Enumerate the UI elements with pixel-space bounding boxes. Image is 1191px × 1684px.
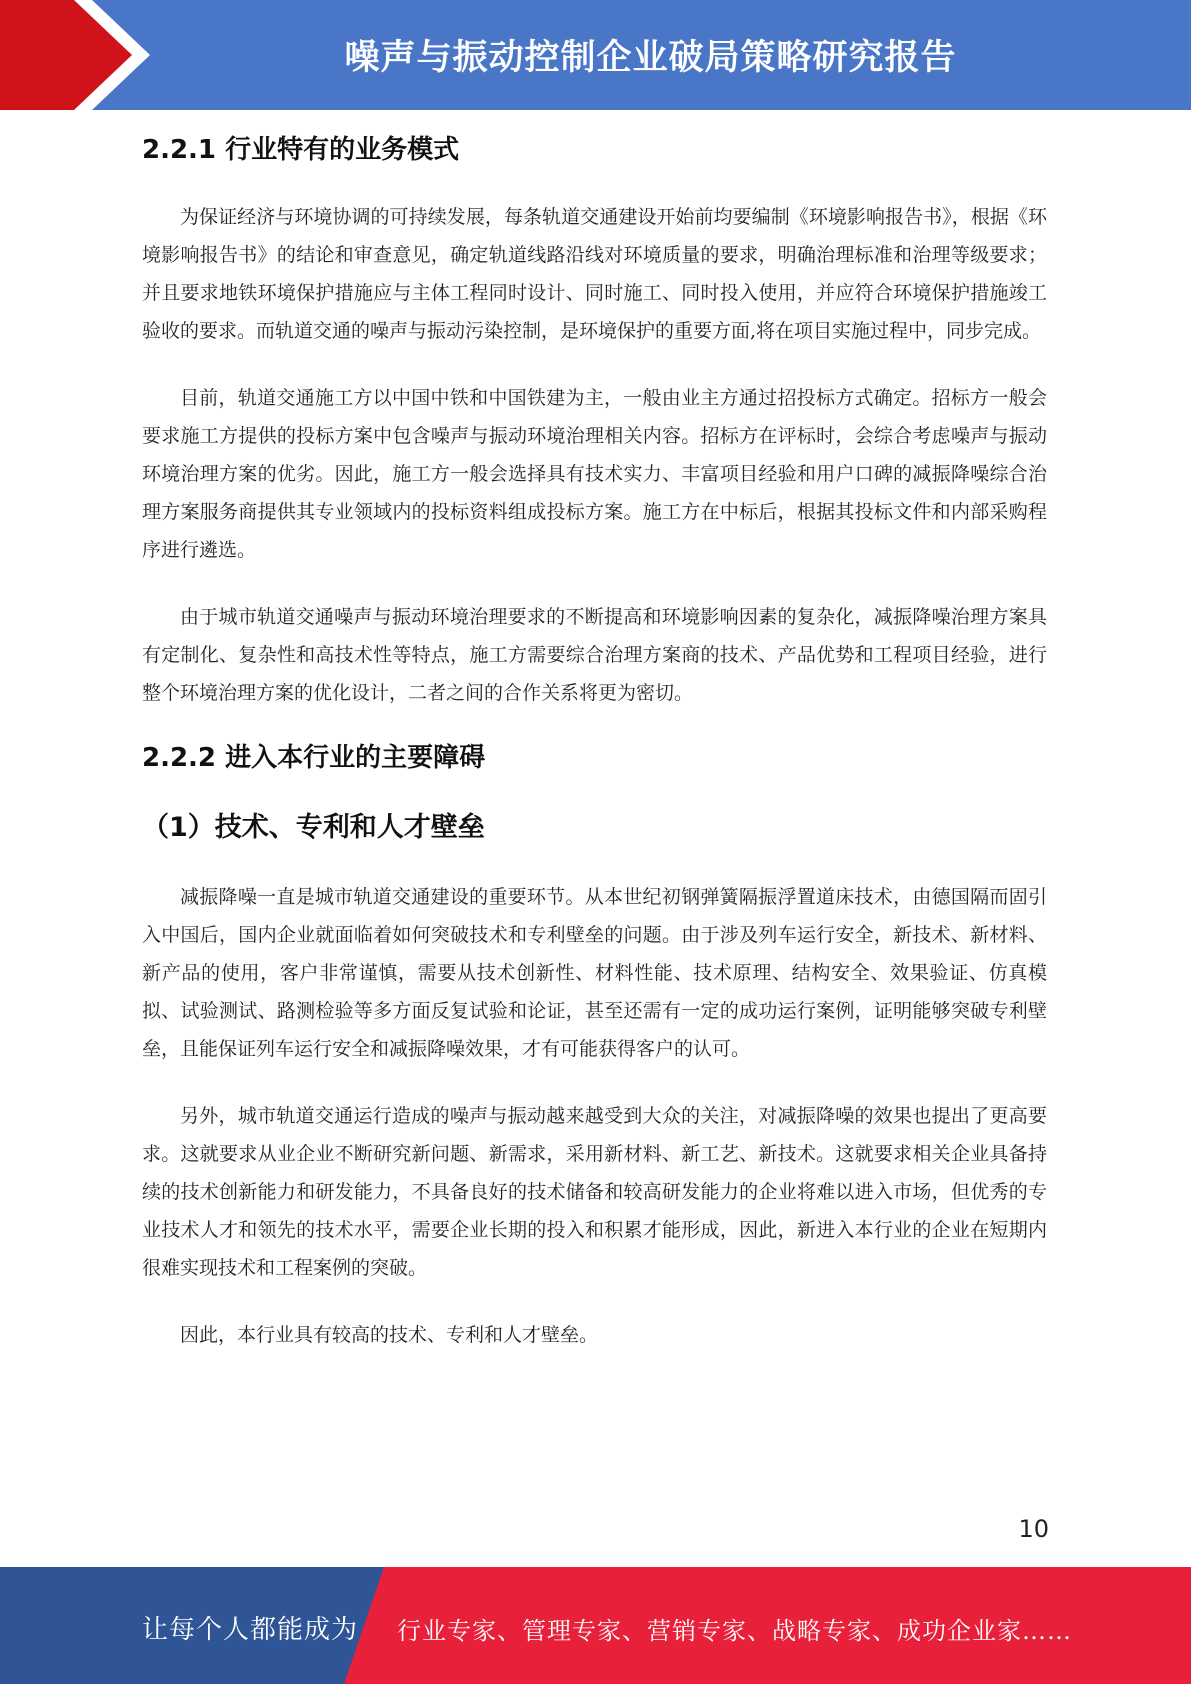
- paragraph: 因此，本行业具有较高的技术、专利和人才壁垒。: [180, 1324, 599, 1346]
- paragraph: 由于城市轨道交通噪声与振动环境治理要求的不断提高和环境影响因素的复杂化，减振降噪治理方案具有定制化、复杂性和高技术性等特点，施工方需要综合治理方案商的技术、产品优势和工程项目经验，进行整个环境治理方案的优化设计，二者之间的合作关系将更为密切。: [142, 606, 1047, 704]
- page-footer: [0, 1567, 1191, 1684]
- paragraph: 另外，城市轨道交通运行造成的噪声与振动越来越受到大众的关注，对减振降噪的效果也提出了更高要求。这就要求从业企业不断研究新问题、新需求，采用新材料、新工艺、新技术。这就要求相关企业具备持续的技术创新能力和研发能力，不具备良好的技术储备和较高研发能力的企业将难以进入市场，但优秀的专业技术人才和领先的技术水平，需要企业长期的投入和积累才能形成，因此，新进入本行业的企业在短期内很难实现技术和工程案例的突破。: [142, 1105, 1047, 1279]
- section-heading-2-2-2: 2.2.2 进入本行业的主要障碍: [142, 743, 486, 773]
- paragraph: 目前，轨道交通施工方以中国中铁和中国铁建为主，一般由业主方通过招投标方式确定。招标方一般会要求施工方提供的投标方案中包含噪声与振动环境治理相关内容。招标方在评标时，会综合考虑噪声与振动环境治理方案的优劣。因此，施工方一般会选择具有技术实力、丰富项目经验和用户口碑的减振降噪综合治理方案服务商提供其专业领域内的投标资料组成投标方案。施工方在中标后，根据其投标文件和内部采购程序进行遴选。: [142, 387, 1047, 561]
- section-heading-2-2-1: 2.2.1 行业特有的业务模式: [142, 135, 460, 165]
- subsection-heading-barriers: （1）技术、专利和人才壁垒: [142, 812, 485, 843]
- paragraph: 减振降噪一直是城市轨道交通建设的重要环节。从本世纪初钢弹簧隔振浮置道床技术，由德国隔而固引入中国后，国内企业就面临着如何突破技术和专利壁垒的问题。由于涉及列车运行安全，新技术、新材料、新产品的使用，客户非常谨慎，需要从技术创新性、材料性能、技术原理、结构安全、效果验证、仿真模拟、试验测试、路测检验等多方面反复试验和论证，甚至还需有一定的成功运行案例，证明能够突破专利壁垒，且能保证列车运行安全和减振降噪效果，才有可能获得客户的认可。: [142, 886, 1047, 1060]
- footer-slogan-right: 行业专家、管理专家、营销专家、战略专家、成功企业家……: [397, 1617, 1072, 1645]
- footer-slogan-left: 让每个人都能成为: [142, 1615, 359, 1645]
- paragraph: 为保证经济与环境协调的可持续发展，每条轨道交通建设开始前均要编制《环境影响报告书》，根据《环境影响报告书》的结论和审查意见，确定轨道线路沿线对环境质量的要求，明确治理标准和治理等级要求；并且要求地铁环境保护措施应与主体工程同时设计、同时施工、同时投入使用，并应符合环境保护措施竣工验收的要求。而轨道交通的噪声与振动污染控制，是环境保护的重要方面,将在项目实施过程中，同步完成。: [142, 206, 1047, 342]
- page-number: 10: [1018, 1515, 1049, 1543]
- report-title: 噪声与振动控制企业破局策略研究报告: [344, 38, 957, 78]
- document-body: [142, 128, 1047, 1354]
- page-header: [0, 0, 1191, 110]
